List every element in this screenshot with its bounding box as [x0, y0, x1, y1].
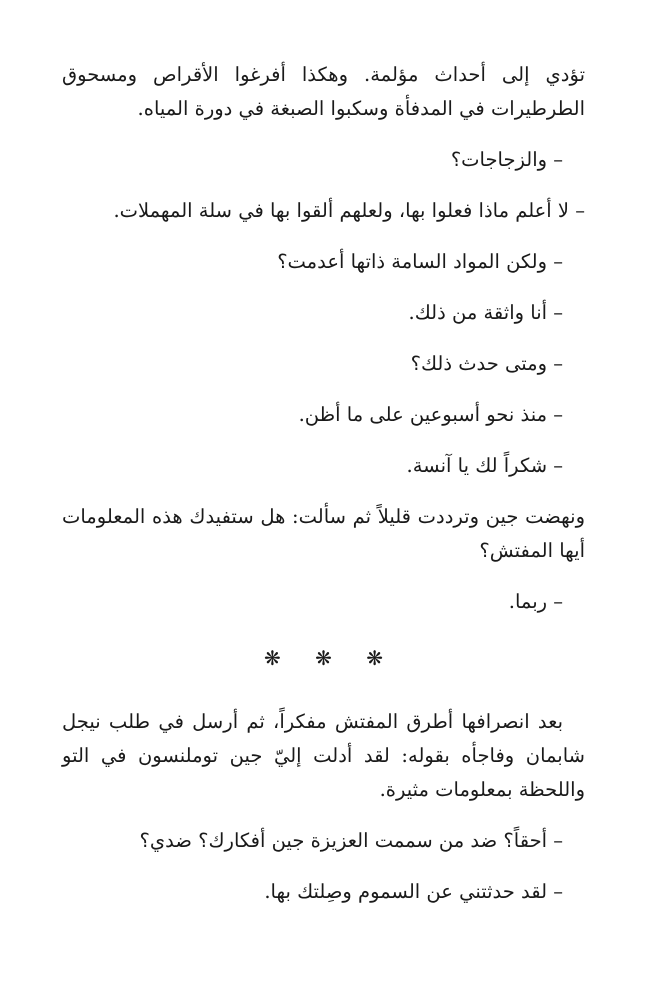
dialogue-line: – أحقاً؟ ضد من سممت العزيزة جين أفكارك؟ ضدي؟ — [139, 829, 563, 852]
document-page — [62, 58, 585, 909]
dialogue-line: – ربما. — [508, 590, 563, 613]
paragraph: ونهضت جين وترددت قليلاً ثم سألت: هل ستفيدك هذه المعلومات أيها المفتش؟ — [62, 505, 585, 562]
dialogue-line: – لقد حدثتني عن السموم وصِلتك بها. — [264, 880, 563, 903]
dialogue-line: – منذ نحو أسبوعين على ما أظن. — [298, 403, 563, 426]
dialogue-line: – شكراً لك يا آنسة. — [406, 454, 563, 477]
dialogue-line: – والزجاجات؟ — [450, 148, 563, 171]
dialogue-line: – ومتى حدث ذلك؟ — [410, 352, 563, 375]
dialogue-line: – لا أعلم ماذا فعلوا بها، ولعلهم ألقوا بها في سلة المهملات. — [113, 199, 585, 222]
paragraph: بعد انصرافها أطرق المفتش مفكراً، ثم أرسل في طلب نيجل شابمان وفاجأه بقوله: لقد أدلت إليّ جين توملنسون في التو واللحظة بمعلومات مثيرة. — [62, 710, 585, 801]
section-divider: ❋ ❋ ❋ — [264, 646, 397, 670]
dialogue-line: – أنا واثقة من ذلك. — [408, 301, 563, 324]
paragraph: تؤدي إلى أحداث مؤلمة. وهكذا أفرغوا الأقراص ومسحوق الطرطيرات في المدفأة وسكبوا الصبغة في دورة المياه. — [62, 63, 585, 120]
dialogue-line: – ولكن المواد السامة ذاتها أعدمت؟ — [277, 250, 563, 273]
